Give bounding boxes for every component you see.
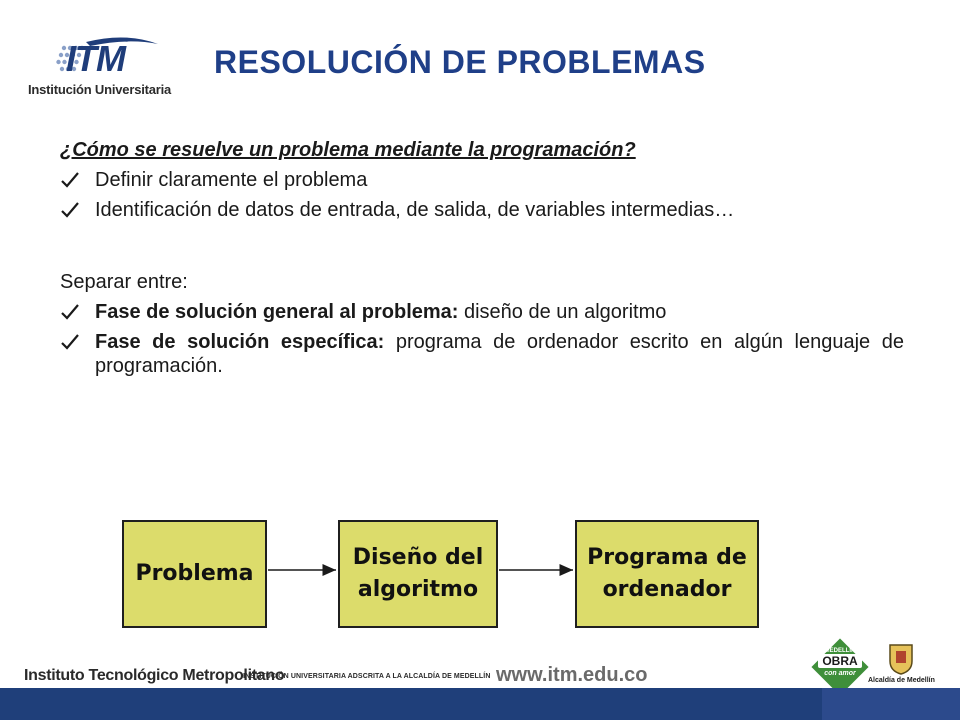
check-icon bbox=[60, 332, 80, 352]
check-icon bbox=[60, 302, 80, 322]
phase-item bbox=[60, 330, 904, 378]
footer-institute: Instituto Tecnológico Metropolitano bbox=[24, 667, 285, 684]
page-title: RESOLUCIÓN DE PROBLEMAS bbox=[214, 44, 706, 80]
step-item bbox=[60, 198, 904, 222]
flow-box-problema bbox=[122, 520, 267, 628]
flow-box-line: ordenador bbox=[602, 577, 732, 602]
phase-text: programa de ordenador escrito en algún lenguaje de programación. bbox=[95, 331, 904, 377]
check-icon bbox=[60, 200, 80, 220]
separator-label: Separar entre: bbox=[60, 271, 188, 293]
badge-bottom-text: con amor bbox=[824, 670, 856, 677]
flow-box-line: algoritmo bbox=[357, 577, 479, 602]
step-text: Identificación de datos de entrada, de salida, de variables intermedias… bbox=[95, 199, 735, 221]
alcaldia-text: Alcaldía de Medellín bbox=[868, 677, 935, 684]
footer-bar bbox=[0, 688, 960, 720]
footer-adscription: INSTITUCIÓN UNIVERSITARIA ADSCRITA A LA ALCALDÍA DE MEDELLÍN bbox=[243, 673, 491, 680]
footer-bar-accent bbox=[822, 688, 960, 720]
itm-logo bbox=[28, 36, 178, 106]
phase-text: diseño de un algoritmo bbox=[458, 301, 667, 323]
flow-box-diseno bbox=[338, 520, 498, 628]
flow-box-line: Diseño del bbox=[352, 545, 484, 570]
step-item bbox=[60, 168, 904, 192]
phase-item bbox=[60, 300, 904, 324]
flow-box-programa bbox=[575, 520, 759, 628]
footer-url: www.itm.edu.co bbox=[496, 664, 648, 686]
badge-mid-text: OBRA bbox=[818, 654, 862, 668]
badge-top-text: MEDELLÍN bbox=[824, 648, 856, 654]
step-text: Definir claramente el problema bbox=[95, 169, 368, 191]
phase-title: Fase de solución específica: bbox=[95, 331, 385, 353]
logo-mark-text: ITM bbox=[66, 38, 125, 79]
flow-box-line: Problema bbox=[135, 561, 254, 586]
flow-box-line: Programa de bbox=[587, 545, 747, 570]
alcaldia-shield-icon bbox=[888, 643, 914, 675]
logo-subtitle: Institución Universitaria bbox=[28, 82, 172, 97]
slide-content bbox=[60, 138, 904, 384]
check-icon bbox=[60, 170, 80, 190]
question-heading: ¿Cómo se resuelve un problema mediante la programación? bbox=[60, 139, 636, 161]
phase-title: Fase de solución general al problema: bbox=[95, 301, 459, 323]
